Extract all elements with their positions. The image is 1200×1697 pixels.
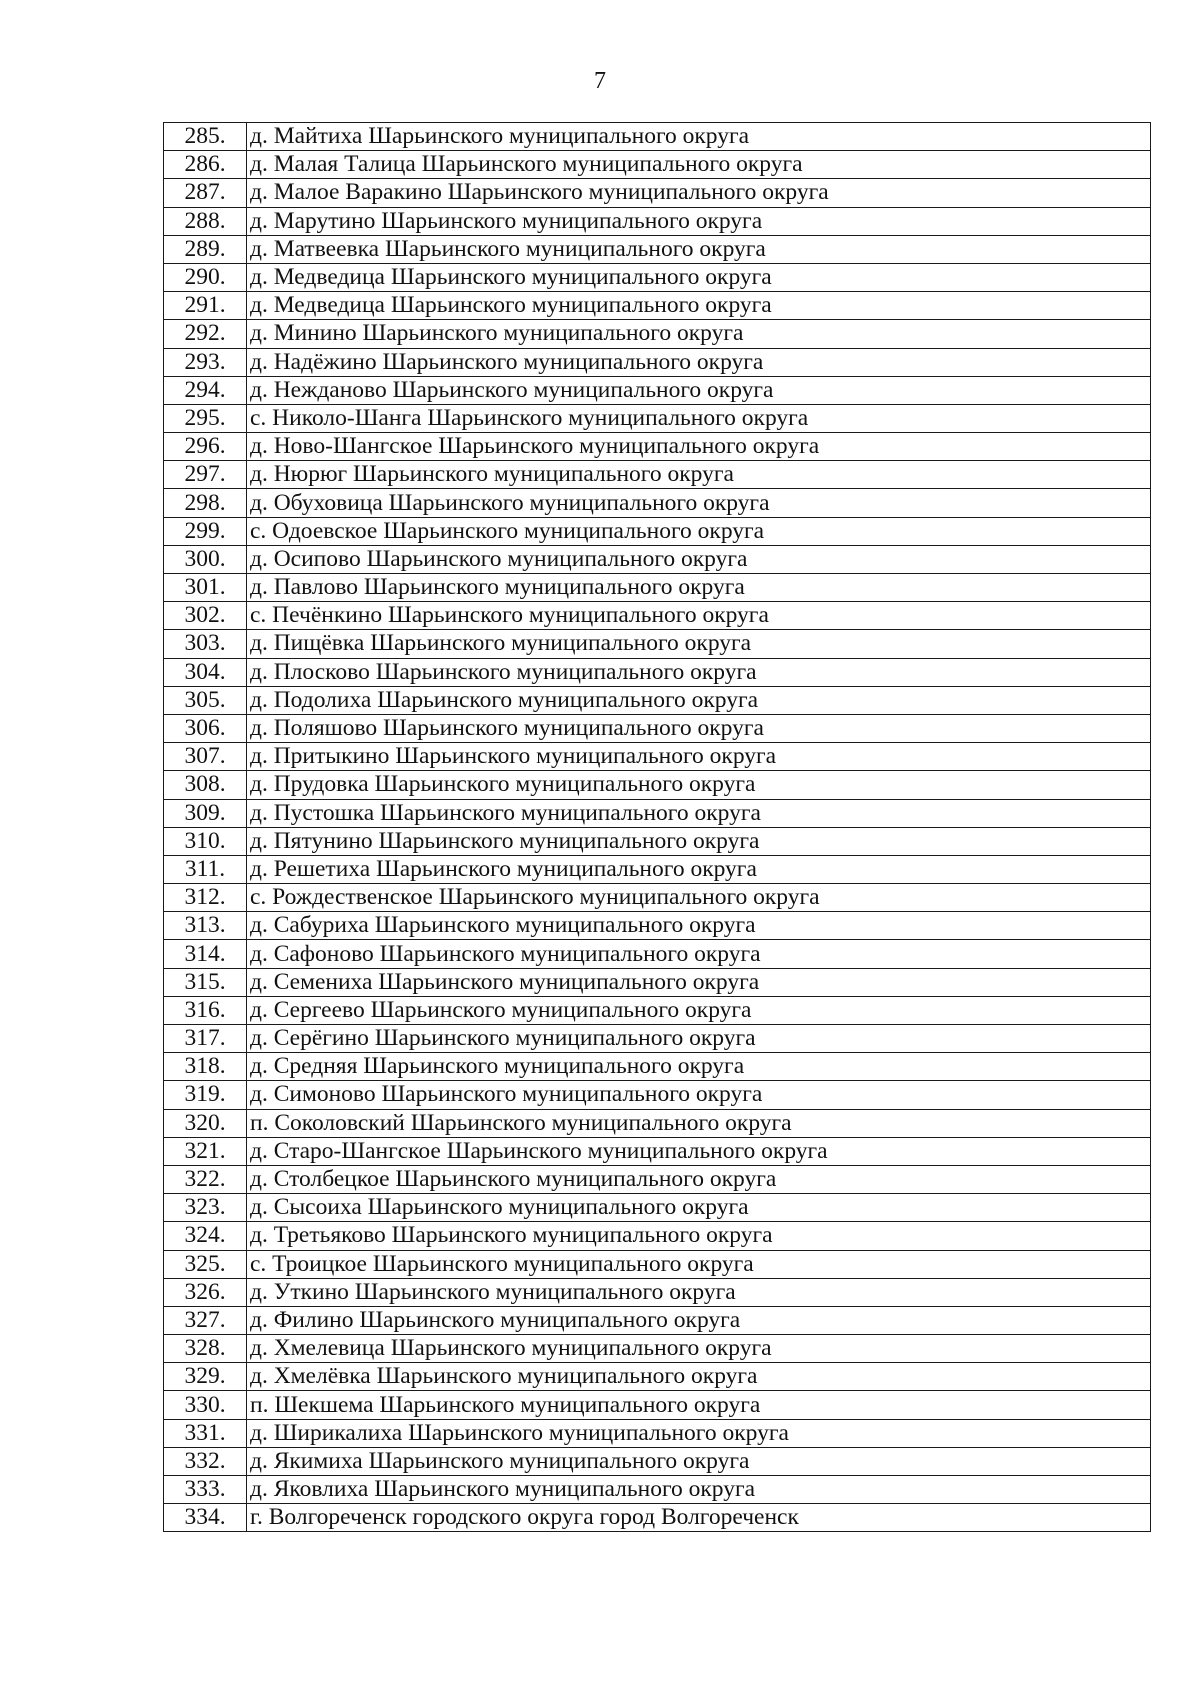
- table-row: [164, 123, 1151, 151]
- table-row: [164, 771, 1151, 799]
- table-row: [164, 743, 1151, 771]
- settlement-name: д. Серёгино Шарьинского муниципального округа: [247, 1025, 1151, 1053]
- table-row: [164, 996, 1151, 1024]
- settlement-name: д. Пищёвка Шарьинского муниципального округа: [247, 630, 1151, 658]
- settlement-name: д. Прудовка Шарьинского муниципального округа: [247, 771, 1151, 799]
- row-number: 303.: [164, 630, 247, 658]
- settlement-name: д. Яковлиха Шарьинского муниципального округа: [247, 1476, 1151, 1504]
- settlement-name: д. Нюрюг Шарьинского муниципального округа: [247, 461, 1151, 489]
- settlement-name: д. Минино Шарьинского муниципального округа: [247, 320, 1151, 348]
- table-row: [164, 1194, 1151, 1222]
- table-row: [164, 320, 1151, 348]
- row-number: 325.: [164, 1250, 247, 1278]
- settlement-name: с. Печёнкино Шарьинского муниципального округа: [247, 602, 1151, 630]
- settlement-name: д. Сысоиха Шарьинского муниципального округа: [247, 1194, 1151, 1222]
- settlement-name: д. Симоново Шарьинского муниципального округа: [247, 1081, 1151, 1109]
- row-number: 294.: [164, 376, 247, 404]
- table-row: [164, 1250, 1151, 1278]
- row-number: 299.: [164, 517, 247, 545]
- table-row: [164, 630, 1151, 658]
- table-row: [164, 855, 1151, 883]
- settlement-name: д. Медведица Шарьинского муниципального округа: [247, 263, 1151, 291]
- table-row: [164, 1447, 1151, 1475]
- settlement-name: д. Подолиха Шарьинского муниципального округа: [247, 686, 1151, 714]
- table-row: [164, 179, 1151, 207]
- settlements-table: [163, 122, 1151, 1532]
- settlement-name: п. Шекшема Шарьинского муниципального округа: [247, 1391, 1151, 1419]
- settlement-name: д. Надёжино Шарьинского муниципального округа: [247, 348, 1151, 376]
- table-row: [164, 1053, 1151, 1081]
- settlement-name: п. Соколовский Шарьинского муниципального округа: [247, 1109, 1151, 1137]
- row-number: 321.: [164, 1137, 247, 1165]
- row-number: 302.: [164, 602, 247, 630]
- table-row: [164, 1306, 1151, 1334]
- row-number: 292.: [164, 320, 247, 348]
- table-row: [164, 940, 1151, 968]
- settlement-name: д. Ширикалиха Шарьинского муниципального округа: [247, 1419, 1151, 1447]
- settlement-name: д. Поляшово Шарьинского муниципального округа: [247, 714, 1151, 742]
- row-number: 331.: [164, 1419, 247, 1447]
- settlement-name: д. Пустошка Шарьинского муниципального округа: [247, 799, 1151, 827]
- row-number: 295.: [164, 404, 247, 432]
- table-row: [164, 1109, 1151, 1137]
- table-row: [164, 545, 1151, 573]
- row-number: 328.: [164, 1335, 247, 1363]
- table-row: [164, 1222, 1151, 1250]
- row-number: 318.: [164, 1053, 247, 1081]
- row-number: 329.: [164, 1363, 247, 1391]
- row-number: 314.: [164, 940, 247, 968]
- settlement-name: д. Малая Талица Шарьинского муниципального округа: [247, 151, 1151, 179]
- row-number: 311.: [164, 855, 247, 883]
- table-row: [164, 686, 1151, 714]
- table-row: [164, 968, 1151, 996]
- row-number: 333.: [164, 1476, 247, 1504]
- settlement-name: д. Малое Варакино Шарьинского муниципального округа: [247, 179, 1151, 207]
- row-number: 300.: [164, 545, 247, 573]
- row-number: 306.: [164, 714, 247, 742]
- row-number: 332.: [164, 1447, 247, 1475]
- row-number: 287.: [164, 179, 247, 207]
- settlement-name: д. Сабуриха Шарьинского муниципального округа: [247, 912, 1151, 940]
- settlement-name: д. Осипово Шарьинского муниципального округа: [247, 545, 1151, 573]
- table-row: [164, 489, 1151, 517]
- row-number: 304.: [164, 658, 247, 686]
- settlements-table-body: [164, 123, 1151, 1532]
- settlement-name: д. Решетиха Шарьинского муниципального округа: [247, 855, 1151, 883]
- settlement-name: д. Сафоново Шарьинского муниципального округа: [247, 940, 1151, 968]
- row-number: 307.: [164, 743, 247, 771]
- row-number: 330.: [164, 1391, 247, 1419]
- row-number: 301.: [164, 574, 247, 602]
- row-number: 286.: [164, 151, 247, 179]
- settlement-name: д. Якимиха Шарьинского муниципального округа: [247, 1447, 1151, 1475]
- row-number: 285.: [164, 123, 247, 151]
- table-row: [164, 151, 1151, 179]
- table-row: [164, 1335, 1151, 1363]
- table-row: [164, 292, 1151, 320]
- settlement-name: д. Столбецкое Шарьинского муниципального округа: [247, 1165, 1151, 1193]
- settlement-name: с. Одоевское Шарьинского муниципального округа: [247, 517, 1151, 545]
- row-number: 290.: [164, 263, 247, 291]
- row-number: 309.: [164, 799, 247, 827]
- page-number: 7: [594, 68, 606, 94]
- settlement-name: д. Семениха Шарьинского муниципального округа: [247, 968, 1151, 996]
- settlement-name: д. Ново-Шангское Шарьинского муниципального округа: [247, 433, 1151, 461]
- table-row: [164, 827, 1151, 855]
- settlement-name: д. Матвеевка Шарьинского муниципального округа: [247, 235, 1151, 263]
- table-row: [164, 376, 1151, 404]
- table-row: [164, 1137, 1151, 1165]
- settlement-name: с. Рождественское Шарьинского муниципального округа: [247, 884, 1151, 912]
- table-row: [164, 517, 1151, 545]
- row-number: 293.: [164, 348, 247, 376]
- settlement-name: д. Средняя Шарьинского муниципального округа: [247, 1053, 1151, 1081]
- table-row: [164, 1165, 1151, 1193]
- table-row: [164, 1025, 1151, 1053]
- settlement-name: с. Троицкое Шарьинского муниципального округа: [247, 1250, 1151, 1278]
- settlement-name: г. Волгореченск городского округа город Волгореченск: [247, 1504, 1151, 1532]
- settlement-name: д. Сергеево Шарьинского муниципального округа: [247, 996, 1151, 1024]
- row-number: 323.: [164, 1194, 247, 1222]
- settlement-name: д. Нежданово Шарьинского муниципального округа: [247, 376, 1151, 404]
- table-row: [164, 433, 1151, 461]
- row-number: 315.: [164, 968, 247, 996]
- settlement-name: д. Третьяково Шарьинского муниципального округа: [247, 1222, 1151, 1250]
- row-number: 305.: [164, 686, 247, 714]
- row-number: 308.: [164, 771, 247, 799]
- row-number: 319.: [164, 1081, 247, 1109]
- table-row: [164, 1278, 1151, 1306]
- settlement-name: д. Обуховица Шарьинского муниципального округа: [247, 489, 1151, 517]
- row-number: 324.: [164, 1222, 247, 1250]
- row-number: 322.: [164, 1165, 247, 1193]
- settlement-name: д. Филино Шарьинского муниципального округа: [247, 1306, 1151, 1334]
- table-row: [164, 602, 1151, 630]
- row-number: 320.: [164, 1109, 247, 1137]
- settlement-name: д. Пятунино Шарьинского муниципального округа: [247, 827, 1151, 855]
- table-row: [164, 1476, 1151, 1504]
- row-number: 327.: [164, 1306, 247, 1334]
- table-row: [164, 1391, 1151, 1419]
- row-number: 288.: [164, 207, 247, 235]
- settlement-name: д. Марутино Шарьинского муниципального округа: [247, 207, 1151, 235]
- settlement-name: д. Плосково Шарьинского муниципального округа: [247, 658, 1151, 686]
- row-number: 289.: [164, 235, 247, 263]
- settlement-name: д. Притыкино Шарьинского муниципального округа: [247, 743, 1151, 771]
- table-row: [164, 348, 1151, 376]
- table-row: [164, 912, 1151, 940]
- table-row: [164, 207, 1151, 235]
- table-row: [164, 235, 1151, 263]
- settlement-name: д. Хмелёвка Шарьинского муниципального округа: [247, 1363, 1151, 1391]
- row-number: 310.: [164, 827, 247, 855]
- row-number: 334.: [164, 1504, 247, 1532]
- table-row: [164, 1363, 1151, 1391]
- table-row: [164, 799, 1151, 827]
- row-number: 296.: [164, 433, 247, 461]
- row-number: 313.: [164, 912, 247, 940]
- settlement-name: д. Майтиха Шарьинского муниципального округа: [247, 123, 1151, 151]
- row-number: 317.: [164, 1025, 247, 1053]
- settlement-name: д. Уткино Шарьинского муниципального округа: [247, 1278, 1151, 1306]
- table-row: [164, 1419, 1151, 1447]
- table-row: [164, 404, 1151, 432]
- row-number: 298.: [164, 489, 247, 517]
- row-number: 297.: [164, 461, 247, 489]
- settlement-name: с. Николо-Шанга Шарьинского муниципального округа: [247, 404, 1151, 432]
- table-row: [164, 1504, 1151, 1532]
- table-row: [164, 1081, 1151, 1109]
- row-number: 316.: [164, 996, 247, 1024]
- row-number: 326.: [164, 1278, 247, 1306]
- table-row: [164, 574, 1151, 602]
- table-row: [164, 714, 1151, 742]
- settlement-name: д. Медведица Шарьинского муниципального округа: [247, 292, 1151, 320]
- settlement-name: д. Старо-Шангское Шарьинского муниципального округа: [247, 1137, 1151, 1165]
- row-number: 291.: [164, 292, 247, 320]
- row-number: 312.: [164, 884, 247, 912]
- table-row: [164, 461, 1151, 489]
- table-row: [164, 658, 1151, 686]
- settlement-name: д. Павлово Шарьинского муниципального округа: [247, 574, 1151, 602]
- table-row: [164, 884, 1151, 912]
- settlement-name: д. Хмелевица Шарьинского муниципального округа: [247, 1335, 1151, 1363]
- table-row: [164, 263, 1151, 291]
